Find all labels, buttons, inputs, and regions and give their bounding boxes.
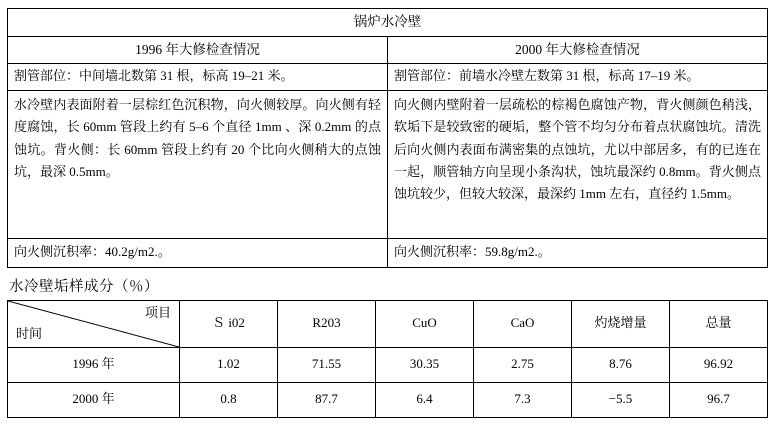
cell-2000-sio2: 0.8: [180, 382, 278, 417]
cell-1996-total: 96.92: [670, 347, 768, 382]
table-row-rate: [8, 238, 768, 267]
rate-value-1996: 40.2g/m2.。: [105, 243, 171, 259]
column-header-2000: 2000 年大修检查情况: [388, 36, 768, 64]
cut-pipe-location-1996: [8, 64, 388, 91]
row-label-1996: 1996 年: [8, 347, 180, 382]
rate-value-2000: 59.8g/m2.。: [485, 243, 551, 259]
column-header-r203: R203: [278, 300, 376, 347]
column-header-cao: CaO: [474, 300, 572, 347]
inspection-body-1996: 水冷壁内表面附着一层棕红色沉积物，向火侧较厚。向火侧有轻度腐蚀，长 60mm 管段上约有 5–6 个直径 1mm 、深 0.2mm 的点蚀坑。背火侧：长 60mm 管段上约有 20 个比向火侧稍大的点蚀坑，最深 0.5mm。: [8, 90, 388, 238]
part-value-2000: 前墙水冷壁左数第 31 根，标高 17–19 米。: [459, 68, 700, 84]
inspection-comparison-table: [7, 8, 768, 268]
table-row: [8, 347, 768, 382]
column-header-sio2: Ｓ i02: [180, 300, 278, 347]
cell-2000-cao: 7.3: [474, 382, 572, 417]
inspection-body-2000: 向火侧内壁附着一层疏松的棕褐色腐蚀产物，背火侧颜色稍浅，软垢下是较致密的硬垢，整个管不均匀分布着点状腐蚀坑。清洗后向火侧内表面布满密集的点蚀坑，尤以中部居多，有的已连在一起，顺管轴方向呈现小条沟状，蚀坑最深约 0.8mm。背火侧点蚀坑较少，但较大较深，最深约 1mm 左右，直径约 1.5mm。: [388, 90, 768, 238]
row-label-2000: 2000 年: [8, 382, 180, 417]
section-caption: 水冷壁垢样成分（％）: [9, 278, 159, 295]
cut-pipe-location-2000: [388, 64, 768, 91]
corner-column-label: 项目: [144, 304, 171, 320]
cell-2000-total: 96.7: [670, 382, 768, 417]
cell-2000-cuo: 6.4: [376, 382, 474, 417]
column-header-total: 总量: [670, 300, 768, 347]
cell-2000-ignition-loss: −5.5: [572, 382, 670, 417]
part-value-1996: 中间墙北数第 31 根，标高 19–21 米。: [79, 68, 294, 84]
scale-composition-table: [7, 300, 768, 418]
column-header-cuo: CuO: [376, 300, 474, 347]
deposition-rate-2000: [388, 238, 768, 267]
cell-1996-r203: 71.55: [278, 347, 376, 382]
table-row-part: [8, 64, 768, 91]
table-row-headers: [8, 36, 768, 64]
document-title: 锅炉水冷壁: [8, 9, 768, 37]
rate-label-1996: 向火侧沉积率：: [14, 243, 106, 259]
part-label-1996: 割管部位：: [14, 68, 80, 84]
table-row: [8, 382, 768, 417]
deposition-rate-1996: [8, 238, 388, 267]
column-header-ignition-loss: 灼烧增量: [572, 300, 670, 347]
table-row-title: [8, 9, 768, 37]
column-header-1996: 1996 年大修检查情况: [8, 36, 388, 64]
table-row-header: [8, 300, 768, 347]
document-page: [0, 8, 774, 425]
cell-1996-cuo: 30.35: [376, 347, 474, 382]
cell-1996-ignition-loss: 8.76: [572, 347, 670, 382]
corner-row-label: 时间: [16, 325, 43, 341]
cell-1996-cao: 2.75: [474, 347, 572, 382]
rate-label-2000: 向火侧沉积率：: [394, 243, 486, 259]
cell-1996-sio2: 1.02: [180, 347, 278, 382]
part-label-2000: 割管部位：: [394, 68, 460, 84]
table-row-body: [8, 90, 768, 238]
corner-header-cell: [8, 300, 180, 347]
cell-2000-r203: 87.7: [278, 382, 376, 417]
